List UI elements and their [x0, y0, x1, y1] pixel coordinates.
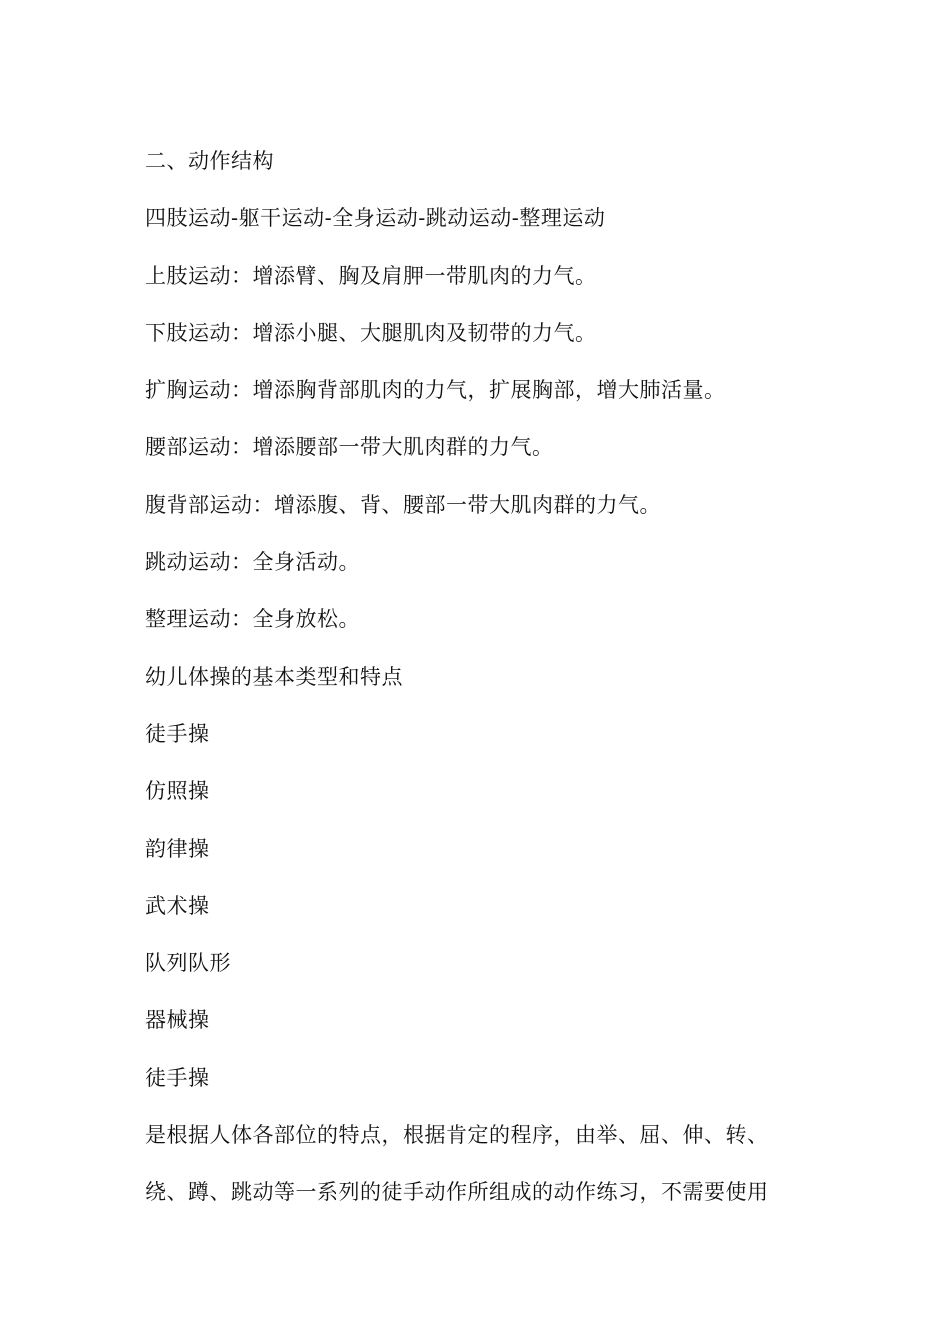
list-item: 队列队形: [145, 951, 231, 976]
list-item: 徒手操: [145, 721, 210, 746]
subheading: 幼儿体操的基本类型和特点: [145, 664, 403, 689]
list-item: 器械操: [145, 1008, 210, 1033]
text-line: 腹背部运动：增添腹、背、腰部一带大肌肉群的力气。: [145, 492, 661, 517]
text-line: 下肢运动：增添小腿、大腿肌肉及韧带的力气。: [145, 320, 597, 345]
text-line: 扩胸运动：增添胸背部肌肉的力气，扩展胸部，增大肺活量。: [145, 378, 726, 403]
body-paragraph: [145, 1107, 815, 1222]
list-item: 武术操: [145, 893, 210, 918]
section-heading: 二、动作结构: [145, 149, 274, 173]
subheading: 徒手操: [145, 1065, 210, 1090]
text-line: 跳动运动：全身活动。: [145, 550, 360, 575]
paragraph-line: 是根据人体各部位的特点，根据肯定的程序，由举、屈、伸、转、: [145, 1123, 769, 1148]
text-line: 四肢运动-躯干运动-全身运动-跳动运动-整理运动: [145, 206, 606, 231]
list-item: 仿照操: [145, 779, 210, 804]
paragraph-line: 绕、蹲、跳动等一系列的徒手动作所组成的动作练习，不需要使用: [145, 1180, 769, 1205]
document-body: [145, 133, 815, 1222]
text-line: 腰部运动：增添腰部一带大肌肉群的力气。: [145, 435, 554, 460]
text-line: 整理运动：全身放松。: [145, 607, 360, 632]
text-line: 上肢运动：增添臂、胸及肩胛一带肌肉的力气。: [145, 263, 597, 288]
list-item: 韵律操: [145, 836, 210, 861]
